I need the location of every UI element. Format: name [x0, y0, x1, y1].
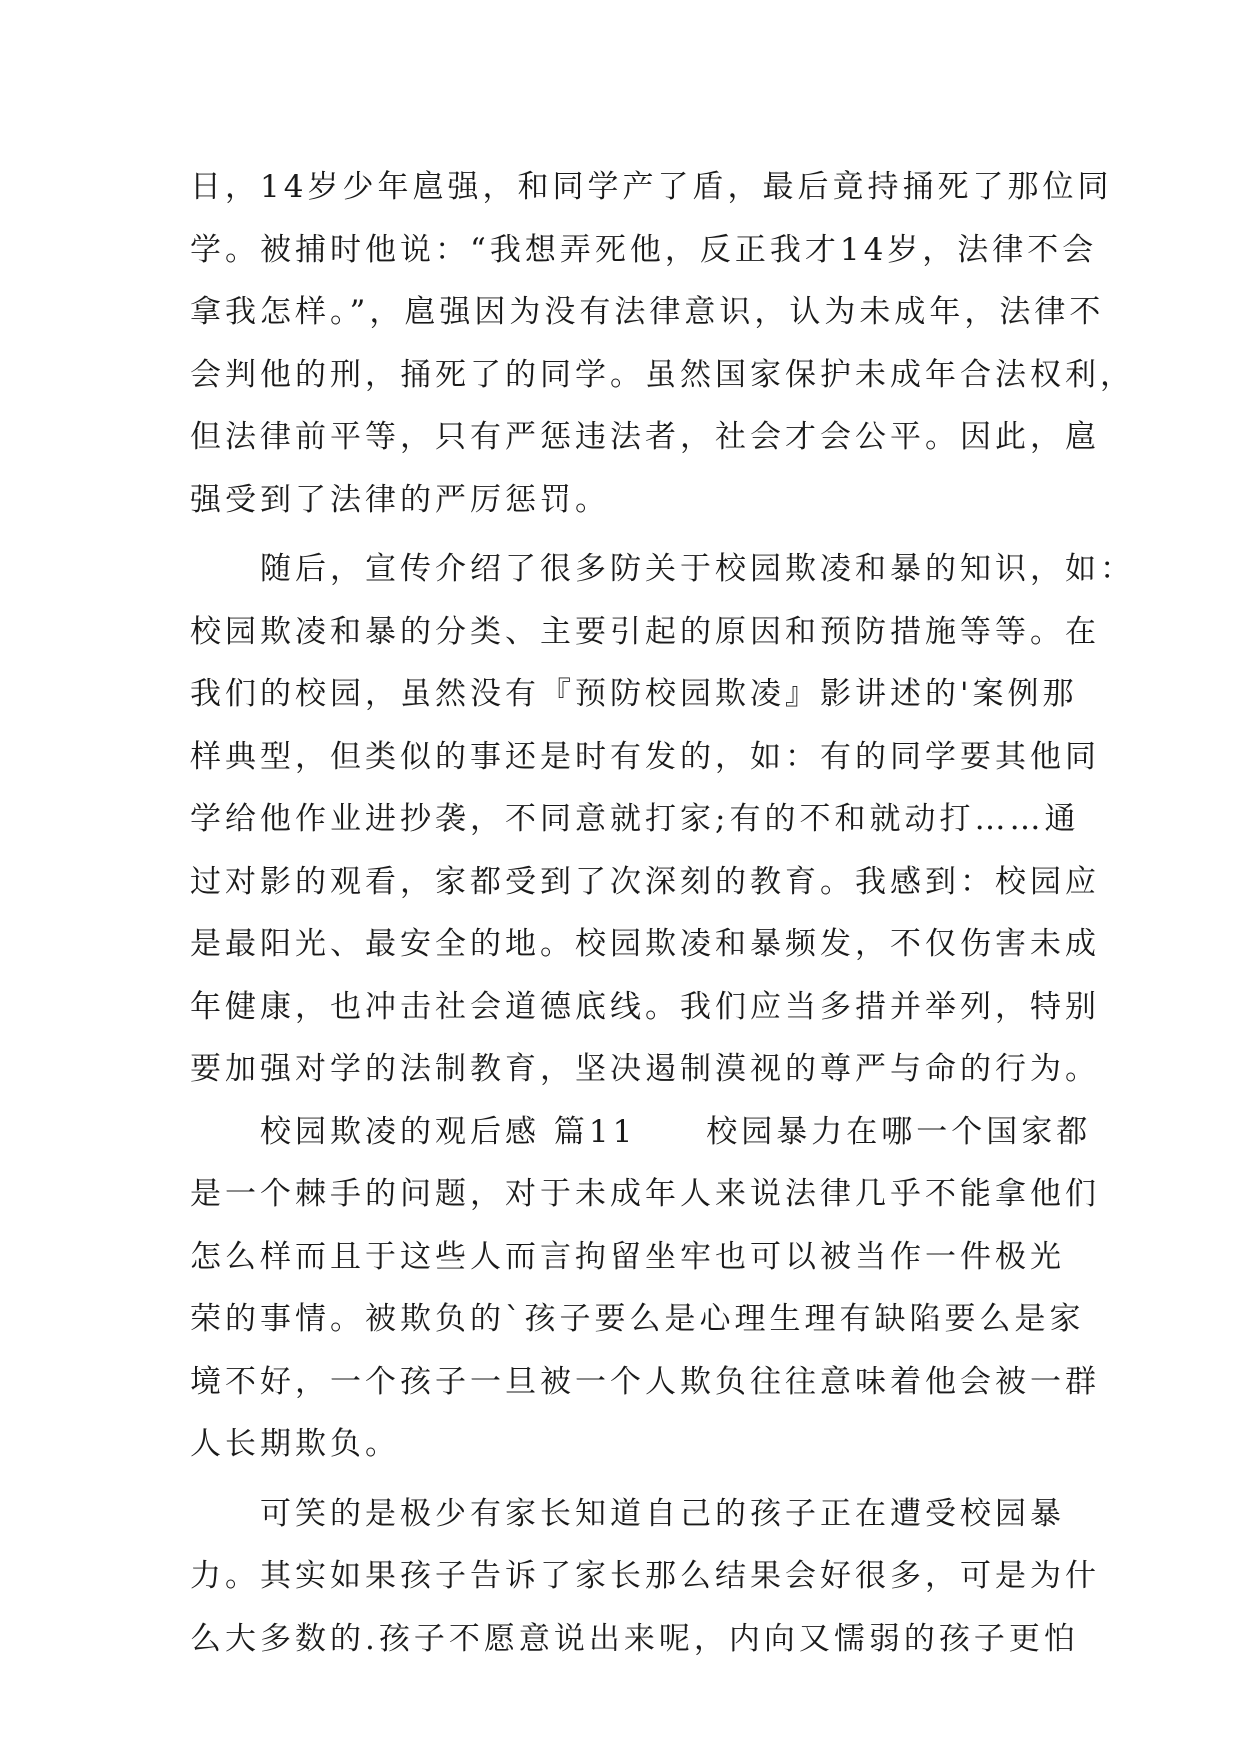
text-line: 怎么样而且于这些人而言拘留坐牢也可以被当作一件极光	[190, 1238, 1065, 1275]
text-line: 但法律前平等，只有严惩违法者，社会才会公平。因此，扈	[190, 419, 1100, 455]
paragraph-spacer	[190, 531, 1052, 538]
paragraph	[190, 538, 1135, 1476]
text-line: 我们的校园，虽然没有『预防校园欺凌』影讲述的'案例那	[190, 676, 1078, 712]
paragraph	[190, 156, 1135, 531]
document-body	[190, 156, 1135, 1670]
text-line: 力。其实如果孩子告诉了家长那么结果会好很多，可是为什	[190, 1558, 1100, 1594]
text-line: 过对影的观看，家都受到了次深刻的教育。我感到：校园应	[190, 863, 1100, 900]
text-line: 是一个棘手的问题，对于未成年人来说法律几乎不能拿他们	[190, 1176, 1100, 1212]
text-line: 学。被捕时他说：“我想弄死他，反正我才14岁，法律不会	[190, 231, 1098, 268]
text-line: 学给他作业进抄袭，不同意就打家;有的不和就动打……通	[190, 801, 1080, 837]
text-line: 校园欺凌的观后感 篇11 校园暴力在哪一个国家都	[190, 1113, 1092, 1150]
text-line: 随后，宣传介绍了很多防关于校园欺凌和暴的知识，如：	[190, 551, 1135, 587]
text-line: 校园欺凌和暴的分类、主要引起的原因和预防措施等等。在	[190, 613, 1100, 650]
text-line: 可笑的是极少有家长知道自己的孩子正在遭受校园暴	[190, 1495, 1065, 1532]
text-line: 年健康，也冲击社会道德底线。我们应当多措并举列，特别	[190, 988, 1100, 1025]
paragraph-spacer	[190, 1476, 1052, 1483]
text-line: 拿我怎样。”，扈强因为没有法律意识，认为未成年，法律不	[190, 294, 1105, 330]
text-line: 荣的事情。被欺负的`孩子要么是心理生理有缺陷要么是家	[190, 1301, 1085, 1337]
text-line: 人长期欺负。	[190, 1426, 400, 1462]
paragraph	[190, 1483, 1100, 1671]
text-line: 要加强对学的法制教育，坚决遏制漠视的尊严与命的行为。	[190, 1051, 1100, 1087]
text-line: 强受到了法律的严厉惩罚。	[190, 481, 610, 518]
text-line: 日，14岁少年扈强，和同学产了盾，最后竟持捅死了那位同	[190, 169, 1113, 205]
text-line: 样典型，但类似的事还是时有发的，如：有的同学要其他同	[190, 738, 1100, 775]
text-line: 境不好，一个孩子一旦被一个人欺负往往意味着他会被一群	[190, 1363, 1100, 1400]
text-line: 是最阳光、最安全的地。校园欺凌和暴频发，不仅伤害未成	[190, 926, 1100, 962]
text-line: 会判他的刑，捅死了的同学。虽然国家保护未成年合法权利，	[190, 356, 1135, 393]
text-line: 么大多数的.孩子不愿意说出来呢，内向又懦弱的孩子更怕	[190, 1620, 1079, 1657]
